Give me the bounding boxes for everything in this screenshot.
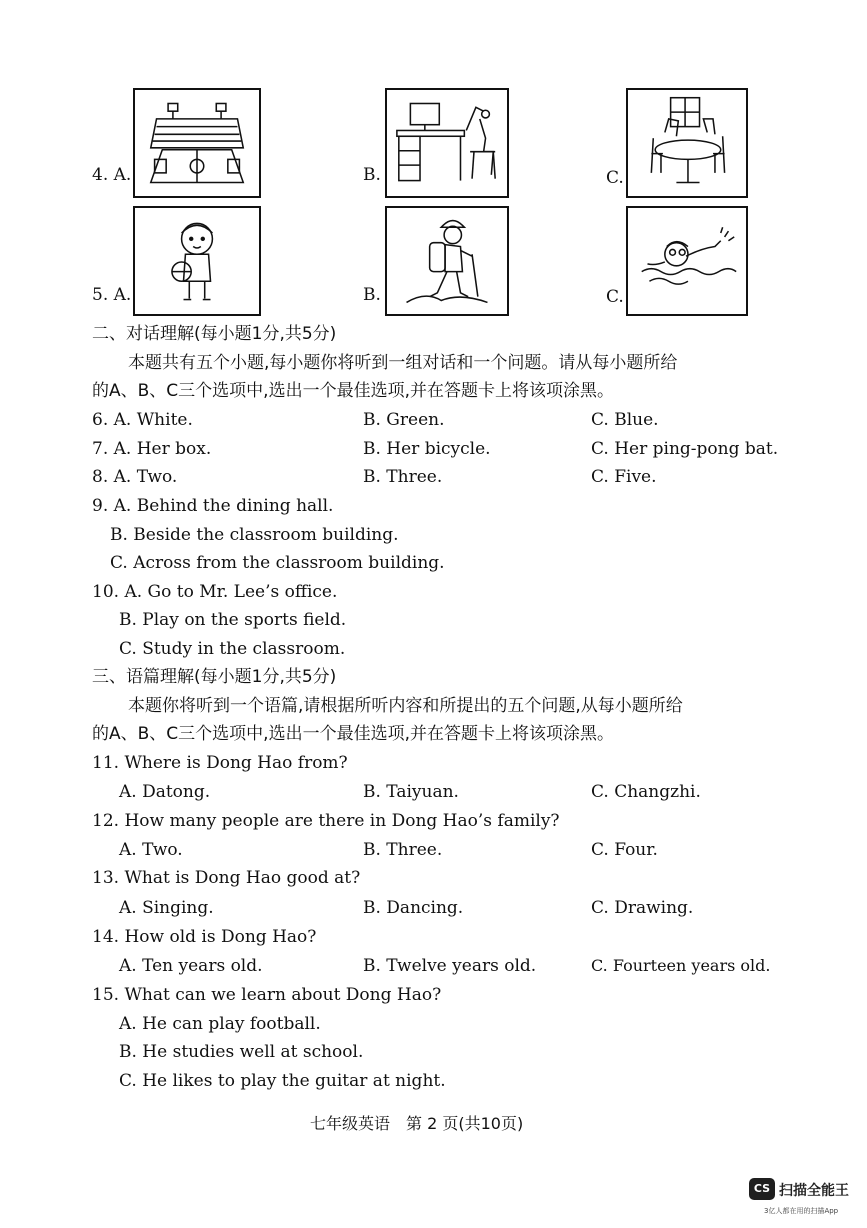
hiker-icon[interactable] [385, 206, 509, 316]
q6-option-c: C. Blue. [591, 410, 659, 430]
q7-option-c: C. Her ping-pong bat. [591, 439, 779, 459]
q13-option-a: A. Singing. [119, 898, 214, 918]
q6-option-b: B. Green. [363, 410, 445, 430]
page-footer: 七年级英语 第 2 页(共10页) [310, 1114, 524, 1133]
swimmer-icon[interactable] [626, 206, 748, 316]
stadium-icon[interactable] [133, 88, 261, 198]
q5-label: 5. A. [92, 285, 132, 305]
watermark-subtitle: 3亿人都在用的扫描App [764, 1207, 839, 1215]
section3-heading: 三、语篇理解(每小题1分,共5分) [92, 667, 337, 687]
q10-option-c: C. Study in the classroom. [119, 639, 346, 659]
q11-option-a: A. Datong. [119, 782, 211, 802]
q12-question: 12. How many people are there in Dong Hao’s family? [92, 811, 560, 831]
q9-option-c: C. Across from the classroom building. [110, 553, 445, 573]
q10-option-b: B. Play on the sports field. [119, 610, 347, 630]
q15-option-a: A. He can play football. [119, 1014, 321, 1034]
q14-question: 14. How old is Dong Hao? [92, 927, 317, 947]
q11-option-b: B. Taiyuan. [363, 782, 459, 802]
q14-option-b: B. Twelve years old. [363, 956, 537, 976]
q4-label: 4. A. [92, 165, 132, 185]
section3-instruction-line2: 的A、B、C三个选项中,选出一个最佳选项,并在答题卡上将该项涂黑。 [92, 724, 614, 744]
q14-option-a: A. Ten years old. [119, 956, 263, 976]
dining-table-icon[interactable] [626, 88, 748, 198]
q13-option-b: B. Dancing. [363, 898, 464, 918]
q12-option-a: A. Two. [119, 840, 183, 860]
q9-option-b: B. Beside the classroom building. [110, 525, 399, 545]
watermark-name: 扫描全能王 [779, 1183, 849, 1199]
q14-option-c: C. Fourteen years old. [591, 956, 771, 975]
q5-c-label: C. [606, 287, 624, 307]
q6-option-a: 6. A. White. [92, 410, 193, 430]
section2-instruction-line1: 本题共有五个小题,每小题你将听到一组对话和一个问题。请从每小题所给 [128, 353, 678, 373]
q7-option-a: 7. A. Her box. [92, 439, 212, 459]
q5-b-label: B. [363, 285, 381, 305]
q8-option-c: C. Five. [591, 467, 657, 487]
q7-option-b: B. Her bicycle. [363, 439, 491, 459]
q15-option-c: C. He likes to play the guitar at night. [119, 1071, 446, 1091]
q15-question: 15. What can we learn about Dong Hao? [92, 985, 442, 1005]
q11-option-c: C. Changzhi. [591, 782, 701, 802]
q4-b-label: B. [363, 165, 381, 185]
q15-option-b: B. He studies well at school. [119, 1042, 364, 1062]
section2-instruction-line2: 的A、B、C三个选项中,选出一个最佳选项,并在答题卡上将该项涂黑。 [92, 381, 614, 401]
q13-question: 13. What is Dong Hao good at? [92, 868, 361, 888]
desk-computer-icon[interactable] [385, 88, 509, 198]
q13-option-c: C. Drawing. [591, 898, 694, 918]
q12-option-b: B. Three. [363, 840, 443, 860]
boy-basketball-icon[interactable] [133, 206, 261, 316]
camscanner-logo-icon: CS [749, 1178, 775, 1200]
section2-heading: 二、对话理解(每小题1分,共5分) [92, 324, 337, 344]
q10-option-a: 10. A. Go to Mr. Lee’s office. [92, 582, 338, 602]
q11-question: 11. Where is Dong Hao from? [92, 753, 348, 773]
q12-option-c: C. Four. [591, 840, 658, 860]
q4-c-label: C. [606, 168, 624, 188]
q8-option-b: B. Three. [363, 467, 443, 487]
q9-option-a: 9. A. Behind the dining hall. [92, 496, 334, 516]
section3-instruction-line1: 本题你将听到一个语篇,请根据所听内容和所提出的五个问题,从每小题所给 [128, 696, 683, 716]
q8-option-a: 8. A. Two. [92, 467, 178, 487]
